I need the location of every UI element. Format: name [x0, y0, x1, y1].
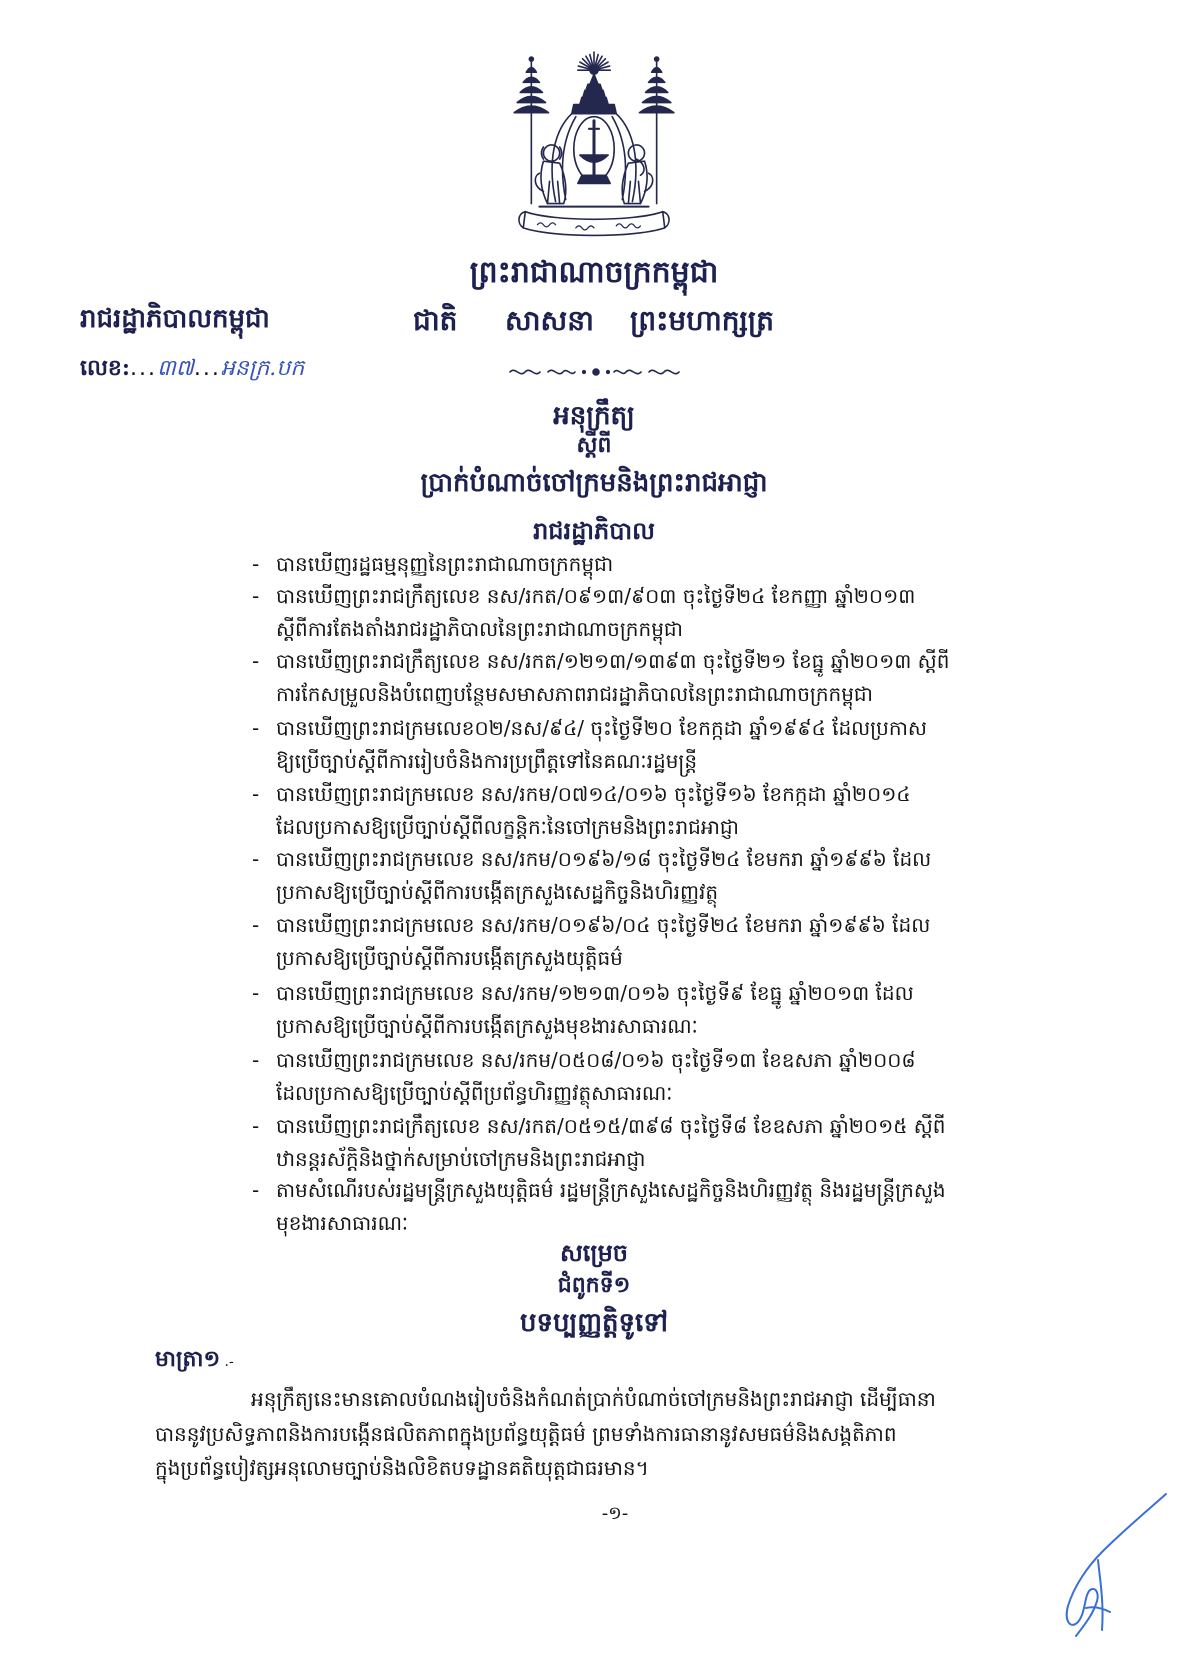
- handwritten-number: ៣៧: [157, 356, 194, 381]
- bullet-dash: -: [252, 716, 260, 740]
- bullet-dash: -: [252, 552, 260, 576]
- preamble-line: បានឃើញព្រះរាជក្រមលេខ នស/រកម/០៥០៨/០១៦ ចុះថ្ងៃទី១៣ ខែឧសភា ឆ្នាំ២០០៨: [276, 1048, 916, 1072]
- preamble-line: បានឃើញព្រះរាជក្រមលេខ០២/នស/៩៤/ ចុះថ្ងៃទី២០ ខែកក្កដា ឆ្នាំ១៩៩៤ ដែលប្រកាស: [276, 716, 927, 740]
- document-number-label: លេខ:: [80, 355, 131, 381]
- page-number: -១-: [601, 1503, 629, 1524]
- issuer-government: រាជរដ្ឋាភិបាលកម្ពុជា: [80, 304, 270, 334]
- ornamental-divider-icon: [506, 364, 686, 380]
- preamble-item: [252, 580, 1097, 646]
- preamble-line: ប្រកាសឱ្យប្រើច្បាប់ស្តីពីការបង្កើតក្រសួងមុខងារសាធារណៈ: [276, 1014, 698, 1038]
- preamble-line: តាមសំណើរបស់រដ្ឋមន្ត្រីក្រសួងយុត្តិធម៌ រដ្ឋមន្ត្រីក្រសួងសេដ្ឋកិច្ចនិងហិរញ្ញវត្ថុ និងរដ្ឋមន្ត្រីក្រសួង: [276, 1178, 946, 1202]
- preamble-line: បានឃើញព្រះរាជក្រឹត្យលេខ នស/រកត/០៥១៥/៣៩៨ ចុះថ្ងៃទី៨ ខែឧសភា ឆ្នាំ២០១៥ ស្តីពី: [276, 1114, 946, 1138]
- article-paragraph-line: អនុក្រឹត្យនេះមានគោលបំណងរៀបចំនិងកំណត់ប្រាក់បំណាច់ចៅក្រមនិងព្រះរាជអាជ្ញា ដើម្បីធានា: [251, 1387, 936, 1411]
- bullet-dash: -: [252, 584, 260, 608]
- preamble-line: បានឃើញព្រះរាជក្រមលេខ នស/រកម/០១៩៦/០៤ ចុះថ្ងៃទី២៤ ខែមករា ឆ្នាំ១៩៩៦ ដែល: [276, 913, 931, 937]
- issuing-authority: រាជរដ្ឋាភិបាល: [533, 516, 655, 545]
- bullet-dash: -: [252, 847, 260, 871]
- number-leader-dots: ...: [193, 356, 221, 381]
- bullet-dash: -: [252, 1114, 260, 1138]
- preamble-line: ឋានន្តរស័ក្តិនិងថ្នាក់សម្រាប់ចៅក្រមនិងព្រះរាជអាជ្ញា: [276, 1147, 646, 1171]
- preamble-item: [252, 778, 1097, 844]
- preamble-line: បានឃើញព្រះរាជក្រមលេខ នស/រកម/០១៩៦/១៨ ចុះថ្ងៃទី២៤ ខែមករា ឆ្នាំ១៩៩៦ ដែល: [276, 847, 932, 871]
- document-number-line: [80, 348, 304, 388]
- preamble-line: បានឃើញព្រះរាជក្រឹត្យលេខ នស/រកត/១២១៣/១៣៩៣ ចុះថ្ងៃទី២១ ខែធ្នូ ឆ្នាំ២០១៣ ស្តីពី: [276, 649, 950, 673]
- article-heading: [155, 1342, 234, 1376]
- right-parasol-icon: [639, 57, 673, 204]
- left-parasol-icon: [514, 57, 548, 204]
- preamble-line: ប្រកាសឱ្យប្រើច្បាប់ស្តីពីការបង្កើតក្រសួងយុត្តិធម៌: [276, 946, 623, 970]
- preamble-item: [252, 712, 1097, 778]
- preamble-line: បានឃើញព្រះរាជក្រឹត្យលេខ នស/រកត/០៩១៣/៩០៣ ចុះថ្ងៃទី២៤ ខែកញ្ញា ឆ្នាំ២០១៣: [276, 584, 916, 608]
- royal-arms-emblem-icon: [503, 50, 685, 242]
- motto-ribbon-icon: [519, 212, 669, 236]
- instrument-type-title: អនុក្រឹត្យ: [553, 401, 635, 431]
- preamble-item: [252, 1174, 1097, 1240]
- preamble-line: ឱ្យប្រើច្បាប់ស្តីពីការរៀបចំនិងការប្រព្រឹត្តទៅនៃគណៈរដ្ឋមន្ត្រី: [276, 749, 698, 773]
- sacred-sword-and-bowl-icon: [574, 117, 614, 184]
- preamble-line: ដែលប្រកាសឱ្យប្រើច្បាប់ស្តីពីលក្ខន្តិកៈនៃចៅក្រមនិងព្រះរាជអាជ្ញា: [276, 815, 739, 839]
- preamble-line: មុខងារសាធារណៈ: [276, 1211, 409, 1235]
- preamble-item: [252, 843, 1097, 909]
- preamble-item: [252, 977, 1097, 1043]
- number-leader-dots: ...: [130, 356, 157, 381]
- left-lion-icon: [535, 145, 565, 204]
- bullet-dash: -: [252, 1178, 260, 1202]
- motto-religion: សាសនា: [505, 304, 594, 337]
- article-label: មាត្រា១: [155, 1346, 221, 1372]
- preamble-item: [252, 909, 1097, 975]
- title-about: ស្តីពី: [576, 432, 612, 458]
- handwritten-signature-icon: [1040, 1490, 1170, 1640]
- sunburst-rays-icon: [578, 52, 610, 74]
- preamble-line: បានឃើញព្រះរាជក្រមលេខ នស/រកម/១២១៣/០១៦ ចុះថ្ងៃទី៩ ខែធ្នូ ឆ្នាំ២០១៣ ដែល: [276, 981, 914, 1005]
- bullet-dash: -: [252, 649, 260, 673]
- preamble-item: [252, 645, 1097, 711]
- chapter-label: ជំពូកទី១: [557, 1272, 631, 1298]
- bullet-dash: -: [252, 913, 260, 937]
- kingdom-heading: ព្រះរាជាណាចក្រកម្ពុជា: [469, 255, 719, 290]
- preamble-line: ដែលប្រកាសឱ្យប្រើច្បាប់ស្តីពីប្រព័ន្ធហិរញ្ញវត្ថុសាធារណៈ: [276, 1081, 673, 1105]
- crown-spire-icon: [572, 74, 616, 113]
- motto-king: ព្រះមហាក្សត្រ: [630, 304, 774, 337]
- preamble-line: បានឃើញព្រះរាជក្រមលេខ នស/រកម/០៧១៤/០១៦ ចុះថ្ងៃទី១៦ ខែកក្កដា ឆ្នាំ២០១៤: [276, 782, 911, 806]
- article-label-suffix: .-: [220, 1354, 234, 1370]
- preamble-item: [252, 1110, 1097, 1176]
- motto-nation: ជាតិ: [413, 304, 458, 337]
- preamble-line: ស្តីពីការតែងតាំងរាជរដ្ឋាភិបាលនៃព្រះរាជាណាចក្រកម្ពុជា: [276, 617, 683, 641]
- title-subject: ប្រាក់បំណាច់ចៅក្រមនិងព្រះរាជអាជ្ញា: [420, 468, 768, 498]
- preamble-line: ប្រកាសឱ្យប្រើច្បាប់ស្តីពីការបង្កើតក្រសួងសេដ្ឋកិច្ចនិងហិរញ្ញវត្ថុ: [276, 880, 719, 904]
- preamble-line: បានឃើញរដ្ឋធម្មនុញ្ញនៃព្រះរាជាណាចក្រកម្ពុជា: [276, 552, 614, 576]
- bullet-dash: -: [252, 782, 260, 806]
- article-paragraph-line: ក្នុងប្រព័ន្ធបៀវត្សអនុលោមច្បាប់និងលិខិតបទដ្ឋានគតិយុត្តជាធរមាន។: [155, 1456, 649, 1480]
- preamble-item: [252, 1044, 1097, 1110]
- preamble-line: ការកែសម្រួលនិងបំពេញបន្ថែមសមាសភាពរាជរដ្ឋាភិបាលនៃព្រះរាជាណាចក្រកម្ពុជា: [276, 682, 873, 706]
- bullet-dash: -: [252, 1048, 260, 1072]
- handwritten-number-suffix: អនក្រ.បក: [220, 356, 305, 381]
- bullet-dash: -: [252, 981, 260, 1005]
- decision-heading: សម្រេច: [559, 1238, 629, 1267]
- right-gajasimha-icon: [622, 145, 652, 204]
- article-paragraph-line: បាននូវប្រសិទ្ធភាពនិងការបង្កើនផលិតភាពក្នុងប្រព័ន្ធយុត្តិធម៌ ព្រមទាំងការធានានូវសមធម៌និងសង្គតិភាព: [155, 1422, 897, 1446]
- chapter-title: បទប្បញ្ញត្តិទូទៅ: [519, 1308, 669, 1338]
